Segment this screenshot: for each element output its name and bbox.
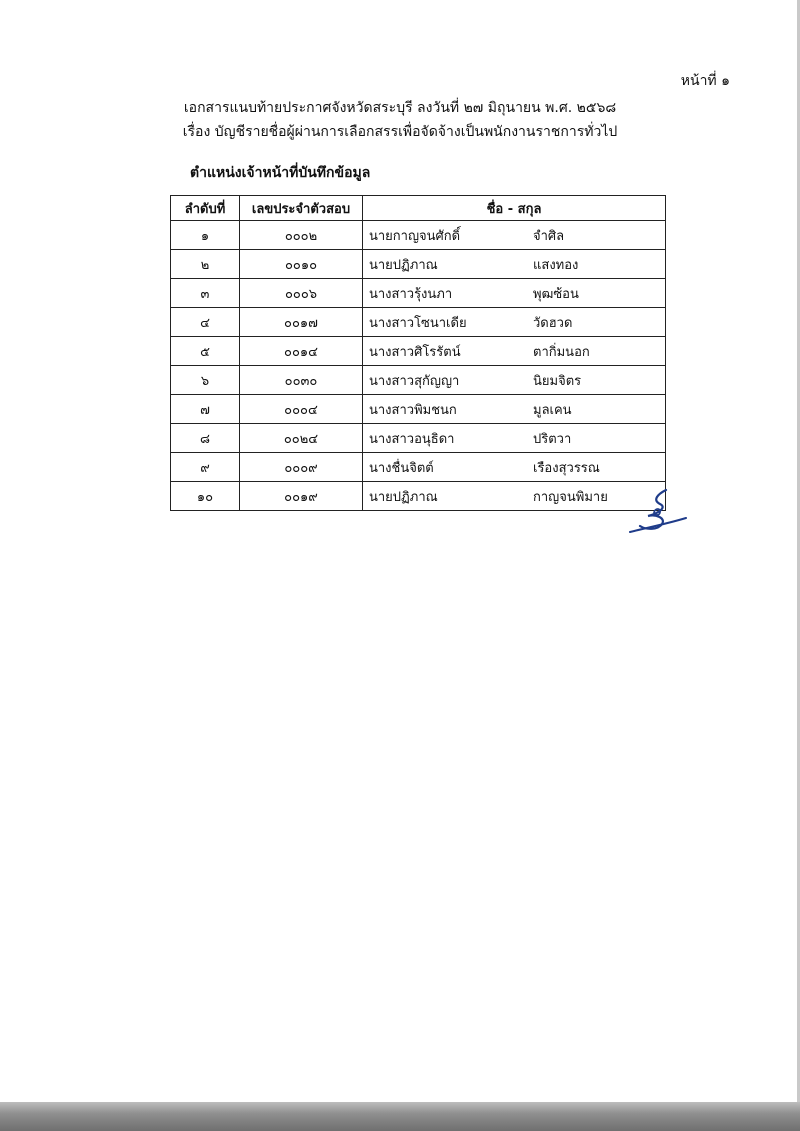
row-surname: ปริตวา: [527, 424, 666, 453]
table-row: [171, 250, 666, 279]
table-body: [171, 221, 666, 511]
row-name: นายปฏิภาณ: [363, 250, 528, 279]
row-surname: พุฒซ้อน: [527, 279, 666, 308]
row-exam-id: ๐๐๑๗: [240, 308, 363, 337]
section-title: ตำแหน่งเจ้าหน้าที่บันทึกข้อมูล: [190, 165, 371, 181]
row-exam-id: ๐๐๒๔: [240, 424, 363, 453]
row-exam-id: ๐๐๓๐: [240, 366, 363, 395]
row-surname: ตากิ่มนอก: [527, 337, 666, 366]
row-seq: ๑: [171, 221, 240, 250]
row-exam-id: ๐๐๑๔: [240, 337, 363, 366]
table-row: [171, 279, 666, 308]
row-seq: ๕: [171, 337, 240, 366]
header-line-1: เอกสารแนบท้ายประกาศจังหวัดสระบุรี ลงวันที่ ๒๗ มิถุนายน พ.ศ. ๒๕๖๘: [183, 100, 617, 116]
document-header: [0, 96, 800, 144]
row-exam-id: ๐๐๐๒: [240, 221, 363, 250]
table-row: [171, 308, 666, 337]
row-seq: ๓: [171, 279, 240, 308]
row-exam-id: ๐๐๐๖: [240, 279, 363, 308]
table-header-row: [171, 196, 666, 221]
table-row: [171, 424, 666, 453]
row-name: นางสาวโซนาเดีย: [363, 308, 528, 337]
row-seq: ๒: [171, 250, 240, 279]
row-name: นายปฏิภาณ: [363, 482, 528, 511]
row-seq: ๙: [171, 453, 240, 482]
row-seq: ๗: [171, 395, 240, 424]
table-row: [171, 337, 666, 366]
table-row: [171, 221, 666, 250]
row-surname: แสงทอง: [527, 250, 666, 279]
table-row: [171, 366, 666, 395]
header-exam-id: เลขประจำตัวสอบ: [240, 196, 363, 221]
header-line-2: เรื่อง บัญชีรายชื่อผู้ผ่านการเลือกสรรเพื่อจัดจ้างเป็นพนักงานราชการทั่วไป: [182, 124, 618, 140]
row-surname: เรืองสุวรรณ: [527, 453, 666, 482]
table-row: [171, 453, 666, 482]
table-row: [171, 482, 666, 511]
row-seq: ๘: [171, 424, 240, 453]
header-seq: ลำดับที่: [171, 196, 240, 221]
row-seq: ๔: [171, 308, 240, 337]
row-seq: ๑๐: [171, 482, 240, 511]
row-name: นางสาวอนุธิดา: [363, 424, 528, 453]
row-surname: มูลเคน: [527, 395, 666, 424]
row-surname: จำศิล: [527, 221, 666, 250]
row-surname: กาญจนพิมาย: [527, 482, 666, 511]
row-name: นางสาวสุกัญญา: [363, 366, 528, 395]
row-exam-id: ๐๐๑๙: [240, 482, 363, 511]
header-fullname: ชื่อ - สกุล: [363, 196, 666, 221]
row-surname: วัดฮวด: [527, 308, 666, 337]
page-number: หน้าที่ ๑: [680, 73, 730, 89]
row-exam-id: ๐๐๐๔: [240, 395, 363, 424]
row-name: นายกาญจนศักดิ์: [363, 221, 528, 250]
row-exam-id: ๐๐๐๙: [240, 453, 363, 482]
signature-mark: [626, 484, 690, 536]
row-seq: ๖: [171, 366, 240, 395]
row-name: นางสาวรุ้งนภา: [363, 279, 528, 308]
row-name: นางสาวพิมชนก: [363, 395, 528, 424]
row-exam-id: ๐๐๑๐: [240, 250, 363, 279]
table-row: [171, 395, 666, 424]
candidate-table: [170, 195, 666, 511]
scan-bottom-bar: [0, 1102, 800, 1131]
row-name: นางสาวศิโรรัตน์: [363, 337, 528, 366]
row-name: นางชื่นจิตต์: [363, 453, 528, 482]
row-surname: นิยมจิตร: [527, 366, 666, 395]
